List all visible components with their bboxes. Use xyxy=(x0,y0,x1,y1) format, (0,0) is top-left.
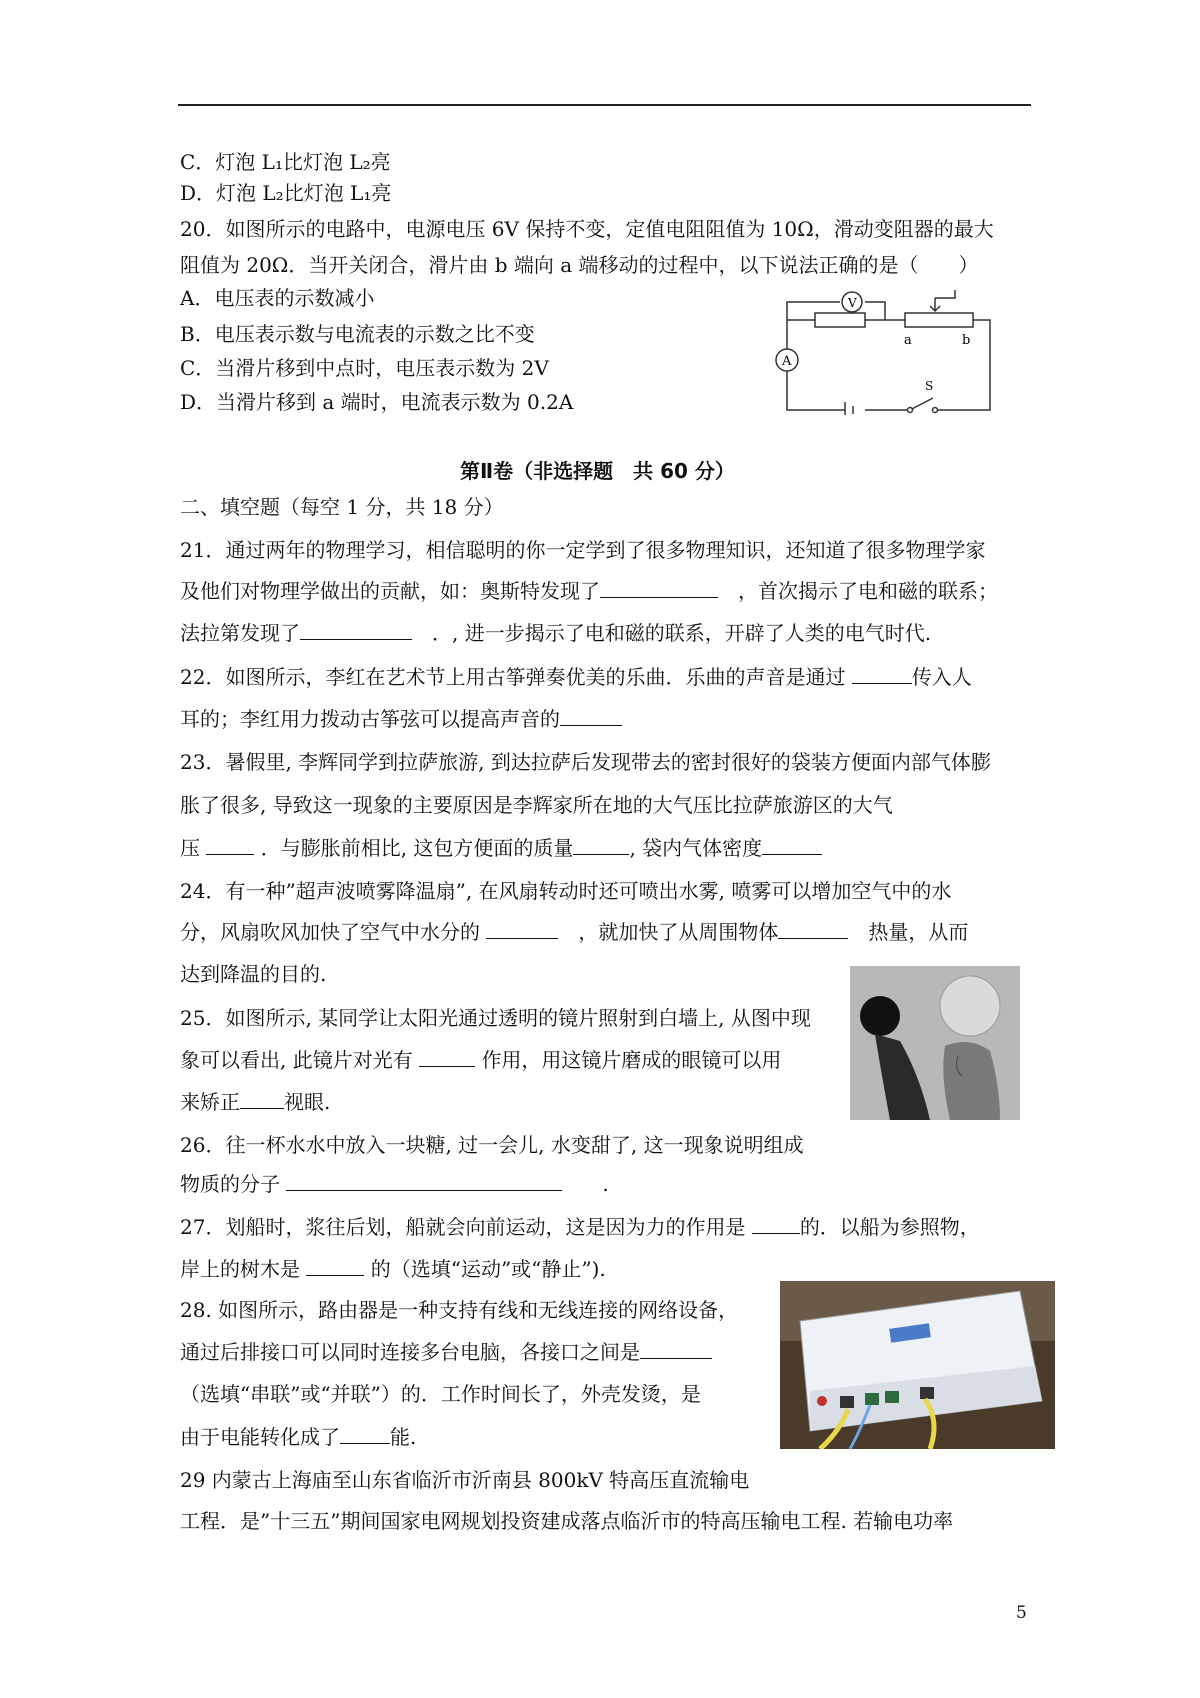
q22-line2 xyxy=(180,707,622,731)
q27-text: 的（选填“运动”或“静止”). xyxy=(370,1257,606,1281)
router-photo xyxy=(780,1281,1055,1449)
fixed-resistor xyxy=(815,313,865,327)
switch-icon xyxy=(910,398,933,410)
answer-blank xyxy=(640,1340,712,1359)
q28-line3: （选填“串联”或“并联”）的．工作时间长了，外壳发烫，是 xyxy=(180,1382,701,1406)
q25-text: 来矫正 xyxy=(180,1090,240,1114)
ammeter-label: A xyxy=(782,354,792,369)
answer-blank xyxy=(778,920,848,939)
switch-label: S xyxy=(925,379,934,393)
answer-blank xyxy=(206,836,254,855)
q26-text: . xyxy=(602,1172,609,1196)
q21-line2 xyxy=(180,579,998,603)
q29-line1: 29 内蒙古上海庙至山东省临沂市沂南县 800kV 特高压直流输电 xyxy=(180,1468,750,1492)
q28-text: 能. xyxy=(390,1425,417,1449)
answer-blank xyxy=(752,1215,800,1234)
end-b-label: b xyxy=(962,333,971,348)
q23-line3 xyxy=(180,836,822,860)
q20-option-b: B．电压表示数与电流表的示数之比不变 xyxy=(180,322,535,346)
q21-text: ．, 进一步揭示了电和磁的联系，开辟了人类的电气时代. xyxy=(432,621,932,645)
answer-blank xyxy=(600,579,718,598)
q28-line2 xyxy=(180,1340,712,1364)
q25-line2 xyxy=(180,1048,781,1072)
part2-title: 第Ⅱ卷（非选择题 共 60 分） xyxy=(460,459,735,483)
q26-line1: 26．往一杯水水中放入一块糖, 过一会儿, 水变甜了, 这一现象说明组成 xyxy=(180,1133,804,1157)
answer-blank xyxy=(573,836,629,855)
q24-line3: 达到降温的目的. xyxy=(180,962,327,986)
rheostat-body xyxy=(905,313,973,327)
q22-text: 耳的；李红用力拨动古筝弦可以提高声音的 xyxy=(180,707,560,731)
answer-blank xyxy=(852,665,912,684)
q25-line1: 25．如图所示, 某同学让太阳光通过透明的镜片照射到白墙上, 从图中现 xyxy=(180,1006,811,1030)
q23-text: 压 xyxy=(180,836,200,860)
q24-text: 分，风扇吹风加快了空气中水分的 xyxy=(180,920,480,944)
header-rule xyxy=(178,104,1031,106)
q26-text: 物质的分子 xyxy=(180,1172,280,1196)
answer-blank xyxy=(286,1172,562,1191)
battery-icon xyxy=(845,402,853,415)
q20-circuit-diagram xyxy=(775,290,1005,415)
q27-text: 岸上的树木是 xyxy=(180,1257,300,1281)
q20-stem-line2: 阻值为 20Ω．当开关闭合，滑片由 b 端向 a 端移动的过程中，以下说法正确的是（ ） xyxy=(180,253,979,277)
q27-line1 xyxy=(180,1215,980,1239)
q28-text: 通过后排接口可以同时连接多台电脑，各接口之间是 xyxy=(180,1340,640,1364)
q29-line2: 工程．是”十三五”期间国家电网规划投资建成落点临沂市的特高压输电工程. 若输电功率 xyxy=(180,1509,954,1533)
q24-text: ，就加快了从周围物体 xyxy=(578,920,779,944)
q25-line3 xyxy=(180,1090,330,1114)
q22-text: 22．如图所示，李红在艺术节上用古筝弹奏优美的乐曲．乐曲的声音是通过 xyxy=(180,665,846,689)
q28-text: 由于电能转化成了 xyxy=(180,1425,340,1449)
q26-line2 xyxy=(180,1172,609,1196)
q27-line2 xyxy=(180,1257,606,1281)
q23-text: ．与膨胀前相比, 这包方便面的质量 xyxy=(260,836,574,860)
q27-text: 27．划船时，浆往后划，船就会向前运动，这是因为力的作用是 xyxy=(180,1215,746,1239)
q27-text: 的．以船为参照物， xyxy=(799,1215,980,1239)
lens-photo xyxy=(850,966,1020,1120)
answer-blank xyxy=(486,920,558,939)
end-a-label: a xyxy=(904,333,912,348)
q19-option-c: C．灯泡 L₁比灯泡 L₂亮 xyxy=(180,150,391,174)
answer-blank xyxy=(240,1090,284,1109)
q20-stem-line1: 20．如图所示的电路中，电源电压 6V 保持不变，定值电阻阻值为 10Ω，滑动变阻器的最大 xyxy=(180,217,994,241)
answer-blank xyxy=(560,707,622,726)
q28-line4 xyxy=(180,1425,416,1449)
answer-blank xyxy=(340,1425,390,1444)
q21-text: 法拉第发现了 xyxy=(180,621,300,645)
q21-line1: 21．通过两年的物理学习，相信聪明的你一定学到了很多物理知识，还知道了很多物理学家 xyxy=(180,538,986,562)
q24-line2 xyxy=(180,920,968,944)
q25-text: 视眼. xyxy=(284,1090,331,1114)
q23-text: , 袋内气体密度 xyxy=(629,836,763,860)
q24-text: 热量，从而 xyxy=(868,920,969,944)
answer-blank xyxy=(762,836,822,855)
q24-line1: 24．有一种”超声波喷雾降温扇”, 在风扇转动时还可喷出水雾, 喷雾可以增加空气中的水 xyxy=(180,879,952,903)
answer-blank xyxy=(300,621,412,640)
q28-line1: 28. 如图所示，路由器是一种支持有线和无线连接的网络设备， xyxy=(180,1298,739,1322)
q23-line2: 胀了很多, 导致这一现象的主要原因是李辉家所在地的大气压比拉萨旅游区的大气 xyxy=(180,793,893,817)
q21-text: ，首次揭示了电和磁的联系； xyxy=(738,579,998,603)
q21-text: 及他们对物理学做出的贡献，如：奥斯特发现了 xyxy=(180,579,600,603)
q25-text: 作用，用这镜片磨成的眼镜可以用 xyxy=(481,1048,782,1072)
voltmeter-label: V xyxy=(848,296,857,310)
answer-blank xyxy=(306,1257,364,1276)
q23-line1: 23．暑假里, 李辉同学到拉萨旅游, 到达拉萨后发现带去的密封很好的袋装方便面内部气体膨 xyxy=(180,750,991,774)
q22-text: 传入人 xyxy=(911,665,972,689)
q20-option-d: D．当滑片移到 a 端时，电流表示数为 0.2A xyxy=(180,390,574,414)
page-number: 5 xyxy=(1016,1603,1027,1623)
q20-option-a: A．电压表的示数减小 xyxy=(180,286,375,310)
answer-blank xyxy=(419,1048,475,1067)
fill-section-header: 二、填空题（每空 1 分，共 18 分） xyxy=(180,495,504,519)
q20-option-c: C．当滑片移到中点时，电压表示数为 2V xyxy=(180,356,549,380)
q22-line1 xyxy=(180,665,972,689)
q25-text: 象可以看出, 此镜片对光有 xyxy=(180,1048,413,1072)
q21-line3 xyxy=(180,621,931,645)
q19-option-d: D．灯泡 L₂比灯泡 L₁亮 xyxy=(180,181,392,205)
rheostat-slider-icon xyxy=(930,290,955,311)
